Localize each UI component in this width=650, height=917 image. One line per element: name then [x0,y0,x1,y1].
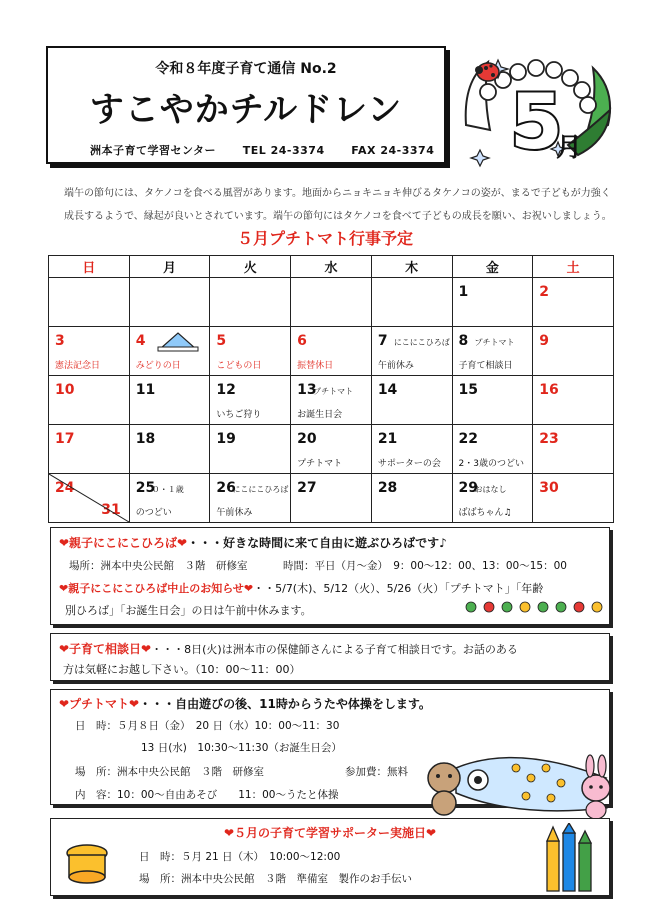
calendar-day-cell [210,278,291,327]
kabuto-helmet-icon [156,329,200,353]
calendar-day-cell [49,425,130,474]
calendar-day-cell [291,376,372,425]
nikoniko-hiroba-box [50,527,610,625]
day-event-note: プチトマト [297,459,343,469]
calendar-day-cell [49,327,130,376]
center-name: 洲本子育て学習センター [90,144,217,157]
calendar-day-cell [371,376,452,425]
day-number: 8 [458,333,469,349]
intro-line-2: 成長するようで、縁起が良いとされています。端午の節句にはタケノコを食べて子どもの成長を願い、お祝いしましょう。 [64,211,612,222]
day-number: 31 [101,502,121,518]
calendar-day-cell [371,474,452,523]
glue-pot-icon [61,833,115,887]
diagonal-divider [49,474,129,522]
day-number: 20 [297,431,317,447]
calendar-week-row [49,327,614,376]
calendar-day-cell [129,278,210,327]
supporter-day-box [50,818,610,896]
day-number: 3 [55,333,65,349]
calendar-day-cell [210,425,291,474]
koinobori-animals-illustration [416,738,616,820]
day-event-note: 午前休み [377,361,414,371]
day-event-note: のつどい [135,508,172,518]
event-calendar [48,255,614,523]
day-inline-note: おはなし [474,485,507,494]
day-number: 11 [135,382,156,398]
day-number: 10 [55,382,75,398]
petit-tomato-content: 内 容：10：00～自由あそび 11：00～うたと体操 [75,789,339,801]
day-number: 26 [216,480,236,496]
day-number: 30 [539,480,559,496]
calendar-day-cell [291,327,372,376]
hiroba-place: 場所：洲本中央公民館 ３階 研修室 [69,560,248,572]
newsletter-title: すこやかチルドレン [89,90,403,130]
weekday-fri: 金 [452,256,533,278]
svg-text:月: 月 [556,133,583,163]
dog-icon [428,763,460,815]
weekday-sat: 土 [533,256,614,278]
newsletter-header [46,46,446,164]
hiroba-cancel-heading: ❤親子にこにこひろば中止のお知らせ❤ [59,582,254,595]
weekday-wed: 水 [291,256,372,278]
day-event-note: 憲法記念日 [55,361,101,371]
calendar-title: ５月プチトマト行事予定 [236,229,413,248]
weekday-sun: 日 [49,256,130,278]
calendar-day-cell [210,474,291,523]
day-number: 7 [377,333,388,349]
calendar-day-cell [371,425,452,474]
day-inline-note: プチトマト [474,338,515,347]
intro-line-1: 端午の節句には、タケノコを食べる風習があります。地面からニョキニョキ伸びるタケノコの姿が、まるで子どもが力強く [64,188,611,199]
day-number: 23 [539,431,559,447]
weekday-thu: 木 [371,256,452,278]
day-number: 15 [458,382,478,398]
petit-tomato-heading: ❤プチトマト❤ [59,697,140,711]
fax-number: FAX 24-3374 [351,144,435,157]
weekday-mon: 月 [129,256,210,278]
supporter-place: 場 所：洲本中央公民館 ３階 準備室 製作のお手伝い [139,873,412,885]
petit-tomato-place: 場 所：洲本中央公民館 ３階 研修室 [75,766,264,778]
calendar-day-cell [49,376,130,425]
consultation-day-box [50,633,610,681]
calendar-day-cell [291,425,372,474]
consultation-text-1: ・・・8日(火)は洲本市の保健師さんによる子育て相談日です。お話のある [151,643,518,656]
day-number: 17 [55,431,75,447]
day-number: 22 [458,431,478,447]
day-number: 12 [216,382,236,398]
day-number: 14 [377,382,398,398]
calendar-day-cell [210,376,291,425]
supporter-date: 日 時：５月 21 日（木） 10:00～12:00 [139,851,341,863]
petit-tomato-date-2: 13 日(水) 10:30～11:30（お誕生日会） [141,742,342,754]
hiroba-heading: ❤親子にこにこひろば❤ [59,536,188,550]
day-number: 18 [135,431,156,447]
day-event-note: ばばちゃん♫ [458,508,512,518]
tel-number: TEL 24-3374 [242,144,325,157]
calendar-day-cell [210,327,291,376]
petit-tomato-date-1: 日 時：５月８日（金） 20 日（水）10：00～11：30 [75,720,340,732]
svg-text:5: 5 [510,77,563,166]
rabbit-icon [582,755,610,819]
calendar-day-cell [533,474,614,523]
clover-decoration-icon [463,598,605,616]
calendar-day-cell [452,327,533,376]
day-number: 2 [539,284,549,300]
issue-label: 令和８年度子育て通信 No.2 [155,61,337,77]
day-event-note: 子育て相談日 [458,361,513,371]
calendar-week-row [49,474,614,523]
day-event-note: 振替休日 [297,361,334,371]
day-inline-note: ０・１歳 [151,485,184,494]
calendar-day-cell [452,474,533,523]
calendar-day-cell [129,425,210,474]
calendar-week-row [49,376,614,425]
day-number: 16 [539,382,559,398]
day-number: 29 [458,480,478,496]
calendar-week-row [49,278,614,327]
day-number: 19 [216,431,236,447]
day-number: 24 [55,480,75,496]
hiroba-time: 時間：平日（月～金） 9：00～12：00、13：00～15：00 [283,560,567,572]
calendar-day-cell [49,474,130,523]
calendar-day-cell [129,327,210,376]
day-inline-note: にこにこひろば [232,485,289,494]
petit-tomato-fee: 参加費：無料 [345,766,408,778]
day-inline-note: プチトマト [313,387,354,396]
consultation-text-2: 方は気軽にお越し下さい。（10：00～11：00） [63,663,301,676]
day-event-note: こどもの日 [216,361,262,371]
day-event-note: サポーターの会 [377,459,441,469]
calendar-day-cell [371,327,452,376]
contact-line [90,142,434,158]
day-number: 4 [135,333,146,349]
crayons-icon [541,823,605,895]
calendar-day-cell [452,376,533,425]
calendar-day-cell [49,278,130,327]
day-event-note: いちご狩り [216,410,262,420]
hiroba-cancel-text-2: 別ひろば」「お誕生日会」の日は午前中休みます。 [65,604,312,617]
day-number: 6 [297,333,307,349]
hiroba-description: ・・・好きな時間に来て自由に遊ぶひろばです♪ [187,536,447,550]
weekday-header-row [49,256,614,278]
day-event-note: 午前休み [216,508,253,518]
day-event-note: お誕生日会 [297,410,343,420]
petit-tomato-description: ・・・自由遊びの後、11時からうたや体操をします。 [139,697,431,711]
calendar-day-cell [533,425,614,474]
day-number: 27 [297,480,317,496]
day-number: 5 [216,333,227,349]
calendar-day-cell [533,327,614,376]
calendar-day-cell [452,278,533,327]
calendar-day-cell [533,376,614,425]
supporter-heading: ❤５月の子育て学習サポーター実施日❤ [223,826,437,840]
calendar-day-cell [371,278,452,327]
month-badge [458,50,618,175]
lily-of-valley-illustration [458,50,618,175]
calendar-day-cell [129,376,210,425]
day-number: 25 [135,480,156,496]
consultation-heading: ❤子育て相談日❤ [59,642,152,656]
day-event-note: みどりの日 [135,361,181,371]
calendar-day-cell [291,474,372,523]
calendar-day-cell [129,474,210,523]
calendar-day-cell [452,425,533,474]
hiroba-cancel-text-1: ・・5/7(木)、5/12（火）、5/26（火）「プチトマト」「年齢 [253,582,544,595]
day-event-note: 2・3歳のつどい [458,459,524,469]
calendar-day-cell [533,278,614,327]
calendar-week-row [49,425,614,474]
weekday-tue: 火 [210,256,291,278]
day-number: 21 [377,431,398,447]
day-number: 1 [458,284,469,300]
calendar-day-cell [291,278,372,327]
day-inline-note: にこにこひろば [393,338,450,347]
day-number: 9 [539,333,549,349]
day-number: 28 [377,480,398,496]
day-number: 13 [297,382,317,398]
